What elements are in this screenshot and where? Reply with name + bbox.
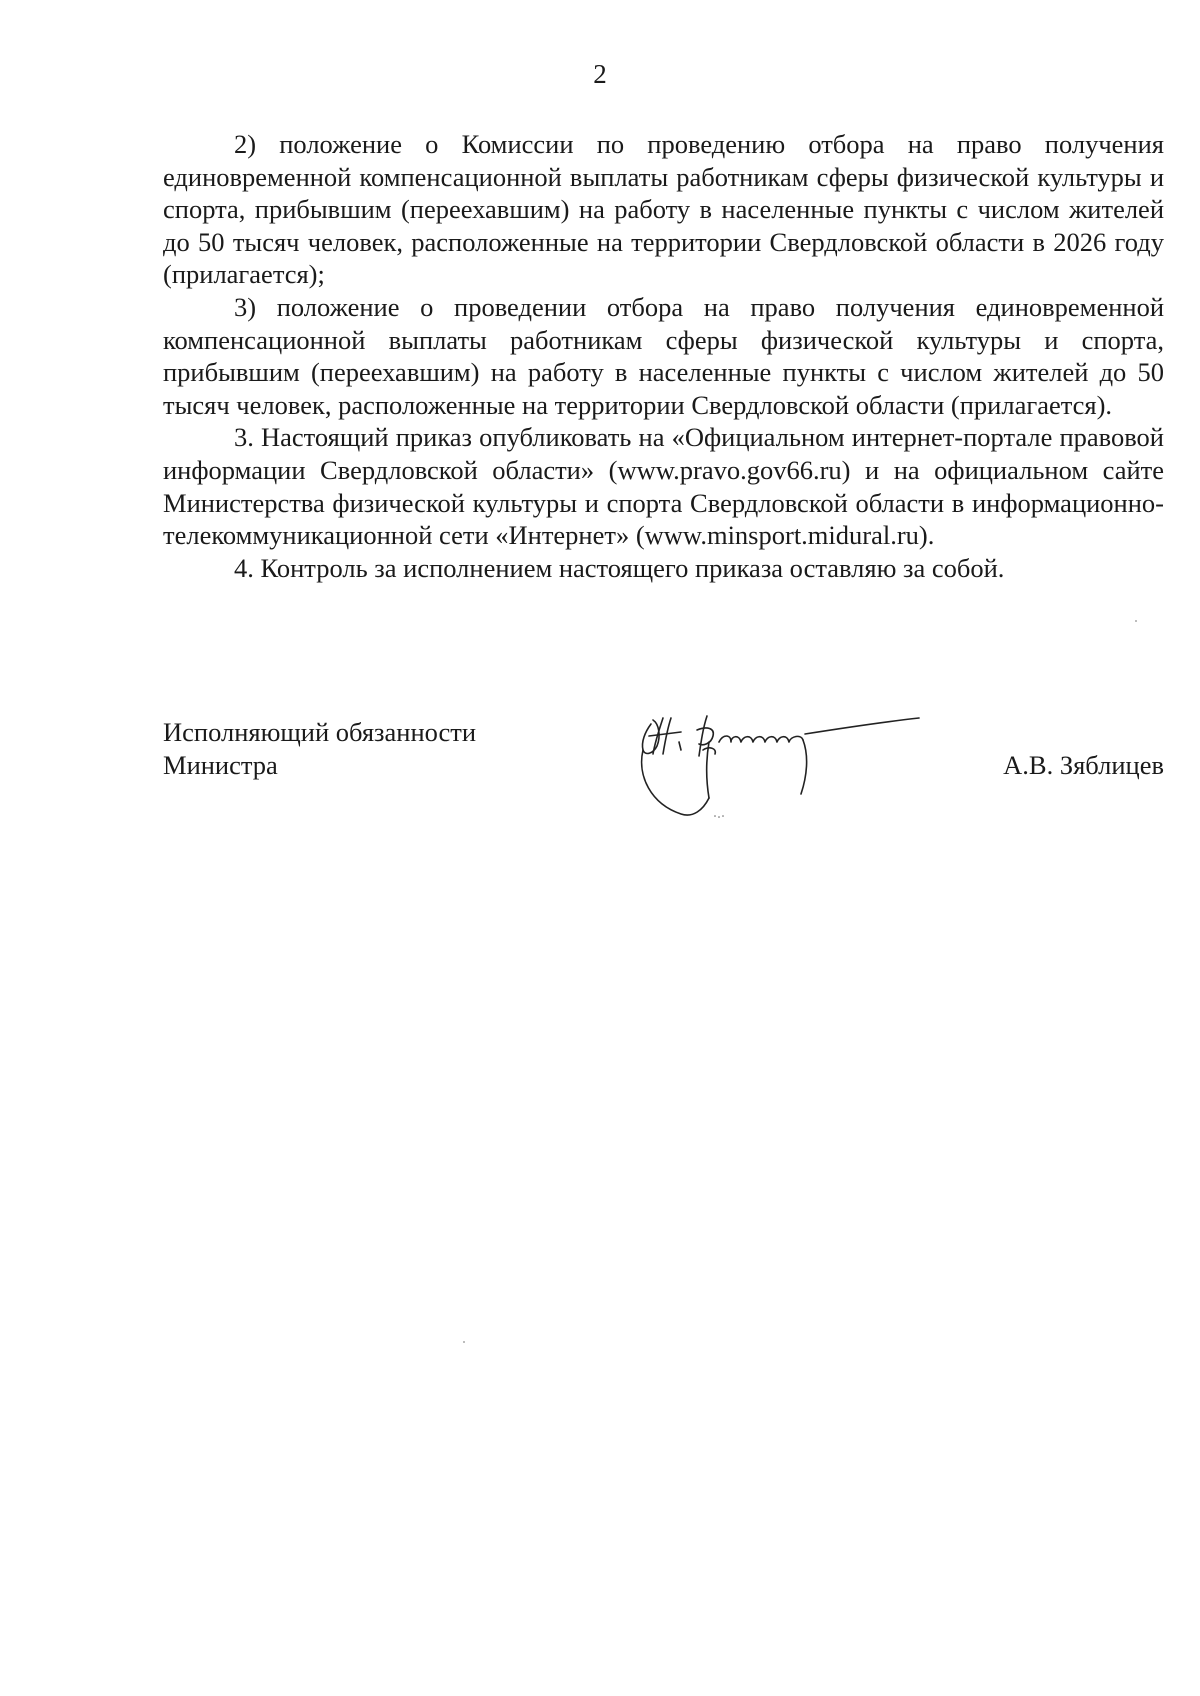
paragraph-item-2: 2) положение о Комиссии по проведению отбора на право получения единовременной компенсационной выплаты работникам сферы физической культуры и спорта, прибывшим (переехавшим) на работу в населенные пункты с числом жителей до 50 тысяч человек, расположенные на территории Свердловской области в 2026 году (прилагается); <box>163 129 1164 290</box>
signatory-position: Исполняющий обязанности Министра <box>163 717 477 780</box>
paragraph-control: 4. Контроль за исполнением настоящего приказа оставляю за собой. <box>234 552 1005 583</box>
scan-speck <box>1135 620 1137 622</box>
paragraph-item-3: 3) положение о проведении отбора на право получения единовременной компенсационной выплаты работникам сферы физической культуры и спорта, прибывшим (переехавшим) на работу в населенные пункты с числом жителей до 50 тысяч человек, расположенные на территории Свердловской области (прилагается). <box>163 291 1164 420</box>
signatory-name: А.В. Зяблицев <box>1003 749 1164 780</box>
handwritten-signature <box>623 706 943 821</box>
scan-speck <box>463 1341 465 1343</box>
page-number: 2 <box>593 59 607 89</box>
signature-block <box>163 716 1164 836</box>
document-body <box>163 128 1164 584</box>
paragraph-publication: 3. Настоящий приказ опубликовать на «Официальном интернет-портале правовой информации Свердловской области» (www.pravo.gov66.ru) и на официальном сайте Министерства физической культуры и спорта Свердловской области в информационно-телекоммуникационной сети «Интернет» (www.minsport.midural.ru). <box>163 422 1164 551</box>
